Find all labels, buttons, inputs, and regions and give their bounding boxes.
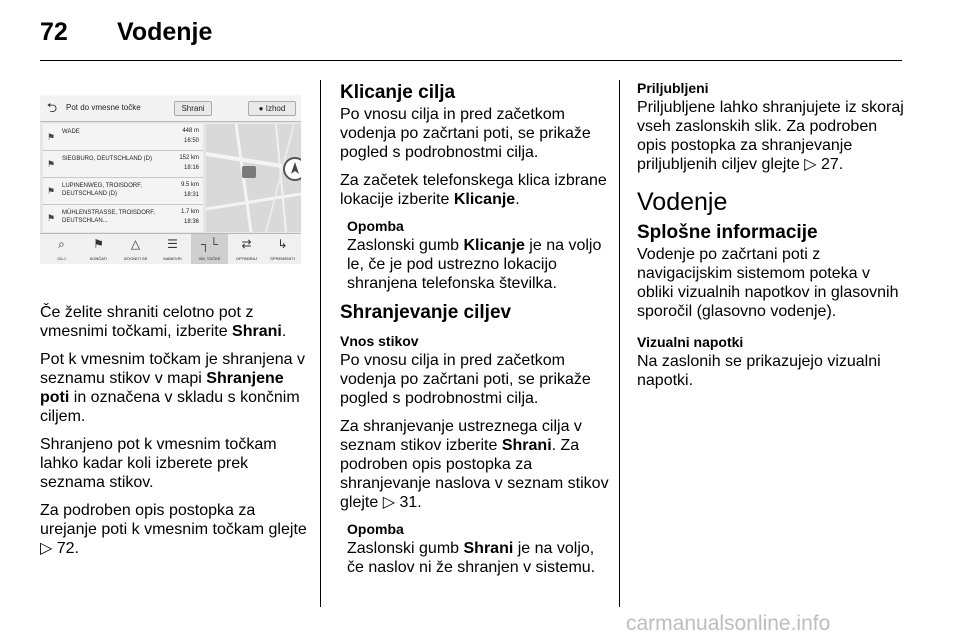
paragraph — [340, 417, 610, 512]
chapter-heading: Vodenje — [637, 188, 728, 216]
search-destination-icon: ⌕ — [58, 237, 65, 251]
waypoint-name: LUPINENWEG, TROISDORF, DEUTSCHLAND (D) — [62, 183, 142, 197]
ui-term: Shrani — [463, 540, 514, 557]
section-heading: Splošne informacije — [637, 222, 818, 243]
column-2 — [340, 80, 610, 586]
waypoint-distance: 448 m — [182, 128, 199, 134]
paragraph: Vodenje po začrtani poti z navigacijskim sistemom poteka v obliki vizualnih napotkov in glasovnih sporočil (glasovno vodenje). — [637, 246, 899, 320]
toolbar-label: SPREMENITI — [270, 256, 295, 261]
waypoint-icon: ⚑ — [47, 132, 56, 142]
toolbar-label: VM. TOČKE — [198, 256, 221, 261]
navigation-screenshot — [40, 95, 301, 264]
ui-term: Shranjene poti — [40, 370, 284, 406]
waypoint-time: 18:16 — [183, 165, 199, 171]
toolbar-label: KONČATI — [89, 256, 108, 261]
waypoint-icon: ⚑ — [47, 159, 56, 169]
destination-flag-icon: ⚑ — [47, 213, 56, 223]
paragraph — [40, 303, 310, 341]
paragraph — [40, 350, 310, 426]
toolbar-optimize — [228, 234, 265, 264]
page-ref-arrow-icon: ▷ — [40, 540, 57, 557]
exit-label: Izhod — [265, 104, 286, 113]
toolbar-waypoints — [191, 234, 228, 264]
save-button: Shrani — [174, 101, 212, 116]
text: . — [74, 540, 79, 557]
back-arrow-icon: ⮌ — [46, 100, 58, 115]
waypoint-name: WADE — [62, 129, 80, 135]
paragraph — [637, 98, 907, 174]
ui-term: Shrani — [232, 323, 282, 340]
waypoints-icon: ┐└ — [200, 237, 218, 251]
text: Zaslonski gumb — [347, 237, 464, 254]
page-ref-arrow-icon: ▷ — [382, 494, 400, 511]
map-view — [206, 124, 301, 232]
waypoint-icon: ⚑ — [47, 186, 56, 196]
header-rule — [40, 60, 902, 61]
column-divider — [619, 80, 620, 607]
note — [340, 521, 610, 577]
paragraph: Shranjeno pot k vmesnim točkam lahko kadar koli izberete prek seznama stikov. — [40, 436, 277, 491]
column-divider — [320, 80, 321, 607]
waypoint-list — [43, 124, 203, 232]
paragraph: Po vnosu cilja in pred začetkom vodenja po začrtani poti, se prikaže pogled s podrobnostmi cilja. — [340, 352, 591, 407]
text: Za začetek telefonskega klica izbrane lokacije izberite — [340, 172, 607, 208]
screen-title: Pot do vmesne točke — [66, 103, 141, 112]
page-title: Vodenje — [117, 18, 213, 46]
note-title: Opomba — [347, 218, 404, 234]
paragraph — [40, 501, 310, 558]
note-text — [347, 236, 610, 293]
list-item — [43, 151, 203, 178]
toolbar-label: CILJ — [57, 256, 66, 261]
subheading: Priljubljeni — [637, 80, 709, 96]
toolbar-maneuvers — [154, 234, 191, 264]
exit-button — [248, 101, 296, 116]
waypoint-distance: 152 km — [179, 155, 199, 161]
screen-title-bar — [40, 95, 301, 122]
exit-icon: ● — [258, 104, 264, 113]
watermark: carmanualsonline.info — [626, 612, 831, 635]
waypoint-time: 16:50 — [183, 138, 199, 144]
toolbar-label: IZOGNITI SE — [123, 256, 148, 261]
paragraph: Po vnosu cilja in pred začetkom vodenja po začrtani poti, se prikaže pogled s podrobnostmi cilja. — [340, 106, 591, 161]
waypoint-time: 18:36 — [183, 219, 199, 225]
paragraph: Na zaslonih se prikazujejo vizualni napotki. — [637, 353, 881, 389]
section-heading: Shranjevanje ciljev — [340, 302, 512, 323]
text: je na voljo le, če je pod ustrezno lokacijo shranjena telefonska številka. — [347, 237, 602, 292]
text: . — [838, 156, 844, 173]
waypoint-distance: 1.7 km — [180, 209, 199, 215]
ui-term: Klicanje — [463, 237, 525, 254]
note — [340, 218, 610, 293]
vehicle-position-icon — [284, 158, 301, 180]
note-text — [347, 539, 610, 577]
text: Priljubljene lahko shranjujete iz skoraj vseh zaslonskih slik. Za podroben opis postopka za shranjevanje priljubljenih ciljev glejte — [637, 99, 904, 173]
text: in označena v skladu s končnim ciljem. — [40, 389, 300, 425]
toolbar-cancel — [80, 234, 117, 264]
column-3 — [637, 80, 907, 399]
map-graphic — [206, 124, 301, 232]
note-title: Opomba — [347, 521, 404, 537]
paragraph — [340, 171, 610, 209]
toolbar-label: MANEVRI — [163, 256, 182, 261]
subheading: Vnos stikov — [340, 333, 419, 349]
section-heading: Klicanje cilja — [340, 82, 456, 103]
waypoint-name: MÜHLENSTRASSE, TROISDORF, DEUTSCHLAN... — [62, 210, 155, 224]
text: Za shranjevanje ustreznega cilja v seznam stikov izberite — [340, 418, 582, 454]
text: je na voljo, če naslov ni že shranjen v sistemu. — [347, 540, 596, 576]
subheading: Vizualni napotki — [637, 334, 744, 350]
text: Za podroben opis postopka za urejanje poti k vmesnim točkam glejte — [40, 502, 307, 538]
column-1 — [40, 303, 310, 567]
list-item — [43, 178, 203, 205]
cancel-route-icon: ⚑ — [93, 237, 104, 251]
page-reference[interactable]: 31 — [399, 494, 418, 511]
waypoint-name: SIEGBURG, DEUTSCHLAND (D) — [62, 156, 153, 162]
text: . — [281, 323, 287, 340]
toolbar-destination — [43, 234, 80, 264]
screen-toolbar — [40, 233, 301, 264]
page-number: 72 — [40, 18, 68, 46]
page-reference[interactable]: 72 — [56, 540, 75, 557]
text: Če želite shraniti celotno pot z vmesnimi točkami, izberite — [40, 304, 254, 340]
text: . — [417, 494, 422, 511]
waypoint-time: 18:31 — [183, 192, 199, 198]
toolbar-change — [264, 234, 301, 264]
toolbar-label: OPTIMIRAJ — [235, 256, 258, 261]
page-ref-arrow-icon: ▷ — [804, 156, 821, 173]
text: Pot k vmesnim točkam je shranjena v seznamu stikov v mapi — [40, 351, 305, 387]
page-reference[interactable]: 27 — [820, 156, 839, 173]
ui-term: Shrani — [501, 437, 552, 454]
list-item — [43, 124, 203, 151]
waypoint-distance: 9.5 km — [180, 182, 199, 188]
ui-term: Klicanje — [453, 191, 516, 208]
change-route-icon: ↳ — [277, 237, 288, 251]
text: Zaslonski gumb — [347, 540, 464, 557]
list-item — [43, 205, 203, 232]
optimize-icon: ⇄ — [241, 237, 252, 251]
toolbar-avoid — [117, 234, 154, 264]
text: . Za podroben opis postopka za shranjevanje naslova v seznam stikov glejte — [340, 437, 609, 511]
maneuver-list-icon: ☰ — [167, 237, 178, 251]
text: . — [515, 191, 520, 208]
avoid-icon: △ — [130, 237, 141, 251]
